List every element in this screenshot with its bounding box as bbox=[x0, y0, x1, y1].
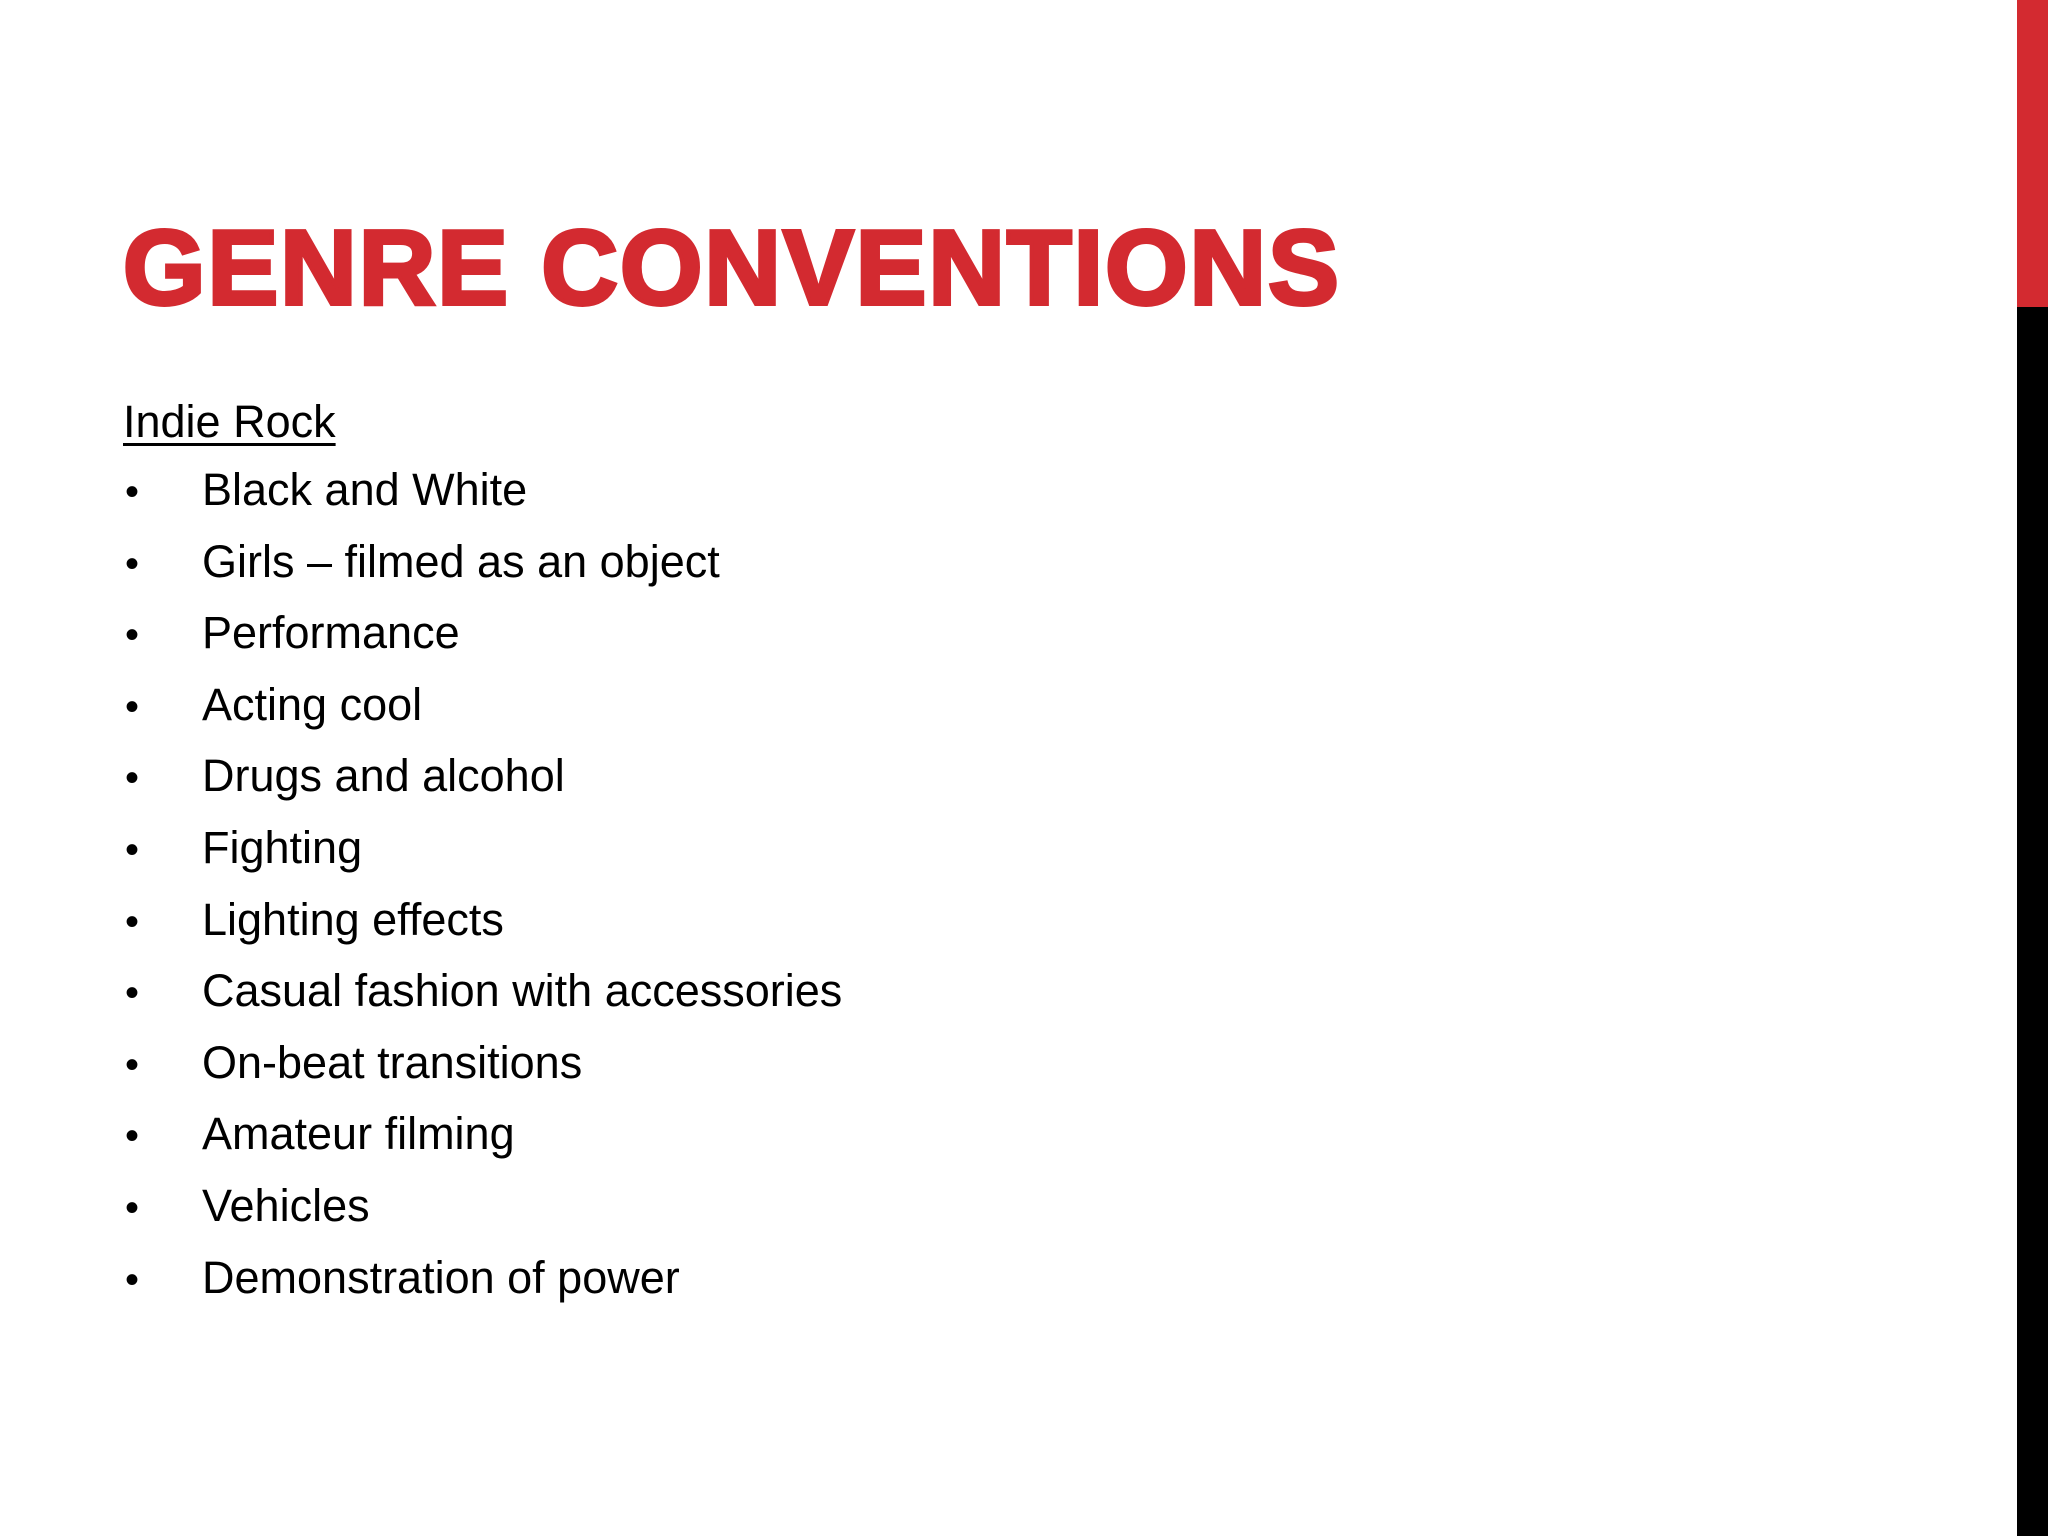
list-item bbox=[123, 1037, 1923, 1109]
list-item-text: Amateur filming bbox=[202, 1108, 515, 1160]
subheading-indie-rock: Indie Rock bbox=[123, 396, 336, 447]
bullet-icon: • bbox=[125, 541, 140, 586]
list-item bbox=[123, 965, 1923, 1037]
list-item-text: Drugs and alcohol bbox=[202, 750, 565, 802]
right-sidebar-decoration bbox=[2017, 0, 2048, 1536]
list-item-text: On-beat transitions bbox=[202, 1036, 583, 1088]
list-item bbox=[123, 750, 1923, 822]
sidebar-red-accent bbox=[2017, 0, 2048, 307]
list-item bbox=[123, 536, 1923, 608]
list-item-text: Demonstration of power bbox=[202, 1251, 680, 1303]
list-item-text: Casual fashion with accessories bbox=[202, 965, 843, 1017]
list-item-text: Vehicles bbox=[202, 1179, 370, 1231]
list-item bbox=[123, 1180, 1923, 1252]
list-item-text: Fighting bbox=[202, 821, 363, 873]
list-item bbox=[123, 679, 1923, 751]
bullet-icon: • bbox=[125, 1257, 140, 1302]
list-item-text: Performance bbox=[202, 607, 460, 659]
list-item bbox=[123, 822, 1923, 894]
list-item bbox=[123, 1252, 1923, 1324]
bullet-icon: • bbox=[125, 1114, 140, 1159]
bullet-icon: • bbox=[125, 613, 140, 658]
slide-title: GENRE CONVENTIONS bbox=[123, 209, 1341, 327]
bullet-icon: • bbox=[125, 971, 140, 1016]
list-item-text: Acting cool bbox=[202, 678, 423, 730]
list-item-text: Girls – filmed as an object bbox=[202, 535, 720, 587]
list-item bbox=[123, 1108, 1923, 1180]
list-item bbox=[123, 607, 1923, 679]
list-item-text: Lighting effects bbox=[202, 893, 504, 945]
bullet-icon: • bbox=[125, 1185, 140, 1230]
bullet-list bbox=[123, 464, 1923, 1323]
bullet-icon: • bbox=[125, 470, 140, 514]
list-item bbox=[123, 464, 1923, 536]
slide-content bbox=[123, 392, 1923, 1323]
bullet-icon: • bbox=[125, 756, 140, 801]
bullet-icon: • bbox=[125, 827, 140, 872]
list-item-text: Black and White bbox=[202, 464, 528, 515]
bullet-icon: • bbox=[125, 684, 140, 729]
bullet-icon: • bbox=[125, 899, 140, 944]
list-item bbox=[123, 894, 1923, 966]
bullet-icon: • bbox=[125, 1042, 140, 1087]
